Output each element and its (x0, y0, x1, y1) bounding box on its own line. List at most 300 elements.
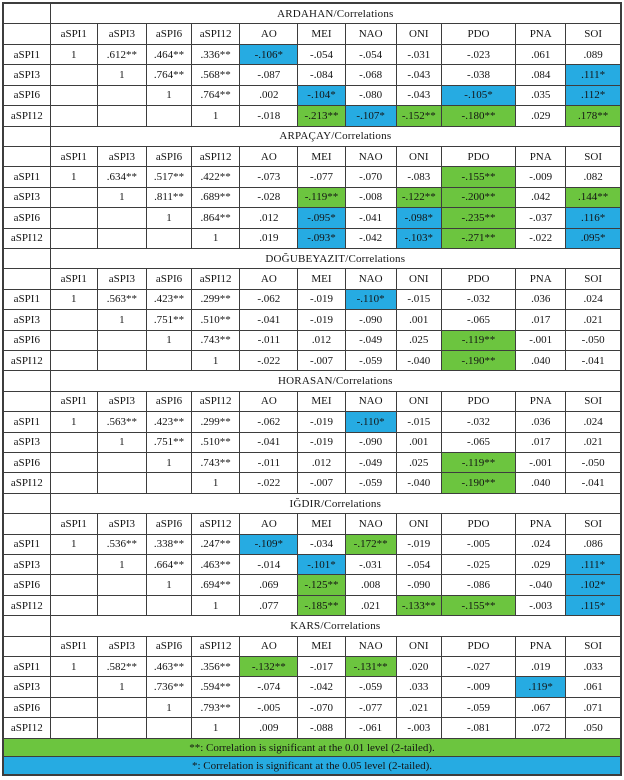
row-label: aSPI1 (3, 289, 50, 309)
value-cell: .422** (192, 167, 240, 187)
value-cell: .021 (566, 310, 621, 330)
column-header-row (3, 146, 621, 166)
value-cell (50, 106, 97, 126)
column-header: ONI (396, 269, 441, 289)
value-cell: -.110* (345, 412, 396, 432)
value-cell: 1 (146, 330, 191, 350)
value-cell: -.155** (441, 595, 515, 615)
value-cell: 1 (97, 432, 146, 452)
value-cell: -.050 (566, 453, 621, 473)
value-cell: -.019 (298, 432, 345, 452)
value-cell: 1 (146, 697, 191, 717)
value-cell: -.087 (240, 65, 298, 85)
value-cell: -.065 (441, 432, 515, 452)
header-corner-cell (3, 146, 50, 166)
value-cell: -.190** (441, 350, 515, 370)
value-cell: -.107* (345, 106, 396, 126)
value-cell: -.003 (396, 718, 441, 739)
column-header: SOI (566, 269, 621, 289)
value-cell: .582** (97, 657, 146, 677)
value-cell: .115* (566, 595, 621, 615)
column-header: ONI (396, 391, 441, 411)
value-cell (97, 330, 146, 350)
row-label: aSPI6 (3, 697, 50, 717)
header-corner-cell (3, 269, 50, 289)
column-header: aSPI3 (97, 24, 146, 44)
value-cell: -.015 (396, 289, 441, 309)
value-cell: .040 (516, 350, 566, 370)
value-cell (50, 350, 97, 370)
column-header: AO (240, 24, 298, 44)
value-cell (97, 106, 146, 126)
column-header: AO (240, 514, 298, 534)
section-title-row (3, 126, 621, 146)
value-cell: -.073 (240, 167, 298, 187)
value-cell: .021 (566, 432, 621, 452)
value-cell: -.031 (396, 44, 441, 64)
value-cell: .029 (516, 555, 566, 575)
value-cell: -.065 (441, 310, 515, 330)
value-cell: 1 (146, 575, 191, 595)
value-cell: .102* (566, 575, 621, 595)
row-label: aSPI6 (3, 575, 50, 595)
row-label: aSPI1 (3, 44, 50, 64)
value-cell (50, 65, 97, 85)
value-cell: .664** (146, 555, 191, 575)
column-header: PNA (516, 391, 566, 411)
column-header: PNA (516, 636, 566, 656)
value-cell: .008 (345, 575, 396, 595)
table-row (3, 677, 621, 697)
value-cell: -.131** (345, 657, 396, 677)
column-header: ONI (396, 636, 441, 656)
value-cell (50, 310, 97, 330)
value-cell: -.059 (345, 350, 396, 370)
value-cell: -.152** (396, 106, 441, 126)
value-cell: .001 (396, 432, 441, 452)
value-cell: -.093* (298, 228, 345, 248)
value-cell: .694** (192, 575, 240, 595)
value-cell: -.235** (441, 208, 515, 228)
column-header: NAO (345, 24, 396, 44)
value-cell: -.098* (396, 208, 441, 228)
legend-sig-01-text: **: Correlation is significant at the 0.01 level (2-tailed). (3, 739, 621, 757)
column-header: PDO (441, 391, 515, 411)
value-cell: -.101* (298, 555, 345, 575)
value-cell: -.049 (345, 330, 396, 350)
value-cell (97, 473, 146, 493)
value-cell: -.003 (516, 595, 566, 615)
value-cell: .594** (192, 677, 240, 697)
column-header: AO (240, 636, 298, 656)
value-cell: -.019 (396, 534, 441, 554)
column-header: aSPI12 (192, 146, 240, 166)
value-cell: -.090 (396, 575, 441, 595)
row-label: aSPI1 (3, 167, 50, 187)
value-cell: .021 (396, 697, 441, 717)
value-cell: .033 (396, 677, 441, 697)
value-cell: -.043 (396, 65, 441, 85)
value-cell: -.023 (441, 44, 515, 64)
value-cell: -.122** (396, 187, 441, 207)
value-cell (146, 228, 191, 248)
legend-row-sig-05 (3, 757, 621, 776)
section-title: IĞDIR/Correlations (50, 493, 621, 513)
value-cell: 1 (50, 167, 97, 187)
value-cell: -.180** (441, 106, 515, 126)
column-header: NAO (345, 636, 396, 656)
value-cell: -.041 (566, 473, 621, 493)
value-cell: .112* (566, 85, 621, 105)
value-cell: .811** (146, 187, 191, 207)
value-cell: -.119** (298, 187, 345, 207)
row-label: aSPI6 (3, 208, 50, 228)
table-row (3, 473, 621, 493)
column-header: aSPI12 (192, 269, 240, 289)
value-cell: 1 (192, 350, 240, 370)
column-header: PNA (516, 514, 566, 534)
row-label: aSPI12 (3, 718, 50, 739)
value-cell: 1 (50, 289, 97, 309)
value-cell: -.200** (441, 187, 515, 207)
value-cell (146, 350, 191, 370)
table-row (3, 432, 621, 452)
value-cell: .017 (516, 310, 566, 330)
table-row (3, 208, 621, 228)
table-body (3, 3, 621, 739)
value-cell: .793** (192, 697, 240, 717)
value-cell: .067 (516, 697, 566, 717)
value-cell: .012 (298, 453, 345, 473)
header-corner-cell (3, 636, 50, 656)
value-cell (97, 350, 146, 370)
section-corner-cell (3, 616, 50, 636)
value-cell: -.081 (441, 718, 515, 739)
value-cell: .111* (566, 555, 621, 575)
value-cell: .084 (516, 65, 566, 85)
value-cell: -.028 (240, 187, 298, 207)
value-cell: .536** (97, 534, 146, 554)
column-header: PNA (516, 269, 566, 289)
value-cell (97, 208, 146, 228)
value-cell (146, 106, 191, 126)
value-cell (50, 453, 97, 473)
column-header: aSPI1 (50, 24, 97, 44)
table-row (3, 595, 621, 615)
value-cell: -.083 (396, 167, 441, 187)
section-corner-cell (3, 3, 50, 24)
value-cell: .033 (566, 657, 621, 677)
section-title: KARS/Correlations (50, 616, 621, 636)
legend-sig-05-text: *: Correlation is significant at the 0.05 level (2-tailed). (3, 757, 621, 776)
column-header: aSPI3 (97, 269, 146, 289)
value-cell: .247** (192, 534, 240, 554)
header-corner-cell (3, 24, 50, 44)
value-cell: -.084 (298, 65, 345, 85)
value-cell: -.086 (441, 575, 515, 595)
value-cell: .299** (192, 289, 240, 309)
value-cell: .568** (192, 65, 240, 85)
value-cell: -.037 (516, 208, 566, 228)
value-cell: .111* (566, 65, 621, 85)
value-cell: -.032 (441, 289, 515, 309)
value-cell: -.040 (396, 473, 441, 493)
value-cell: -.038 (441, 65, 515, 85)
value-cell (50, 473, 97, 493)
value-cell: .356** (192, 657, 240, 677)
value-cell: 1 (146, 85, 191, 105)
column-header: aSPI1 (50, 636, 97, 656)
section-title-row (3, 248, 621, 268)
row-label: aSPI6 (3, 453, 50, 473)
value-cell: -.172** (345, 534, 396, 554)
value-cell: .178** (566, 106, 621, 126)
value-cell: -.001 (516, 453, 566, 473)
column-header: aSPI3 (97, 514, 146, 534)
column-header: PDO (441, 146, 515, 166)
row-label: aSPI3 (3, 65, 50, 85)
value-cell: .743** (192, 330, 240, 350)
column-header: MEI (298, 269, 345, 289)
table-row (3, 85, 621, 105)
row-label: aSPI3 (3, 310, 50, 330)
row-label: aSPI6 (3, 330, 50, 350)
value-cell: .077 (240, 595, 298, 615)
table-row (3, 718, 621, 739)
value-cell: -.090 (345, 432, 396, 452)
value-cell: -.011 (240, 330, 298, 350)
value-cell: -.022 (240, 473, 298, 493)
value-cell: -.011 (240, 453, 298, 473)
column-header: aSPI3 (97, 391, 146, 411)
value-cell: 1 (50, 657, 97, 677)
value-cell: .061 (566, 677, 621, 697)
column-header: SOI (566, 636, 621, 656)
column-header: aSPI6 (146, 269, 191, 289)
table-row (3, 228, 621, 248)
value-cell (50, 85, 97, 105)
column-header: AO (240, 269, 298, 289)
table-row (3, 534, 621, 554)
value-cell: .019 (240, 228, 298, 248)
value-cell: .024 (566, 412, 621, 432)
value-cell: .089 (566, 44, 621, 64)
value-cell: -.074 (240, 677, 298, 697)
value-cell (97, 718, 146, 739)
value-cell: -.132** (240, 657, 298, 677)
value-cell: .050 (566, 718, 621, 739)
value-cell: .423** (146, 412, 191, 432)
value-cell: -.049 (345, 453, 396, 473)
value-cell: -.125** (298, 575, 345, 595)
value-cell: -.022 (516, 228, 566, 248)
column-header-row (3, 636, 621, 656)
row-label: aSPI1 (3, 412, 50, 432)
value-cell (50, 330, 97, 350)
section-title-row (3, 371, 621, 391)
value-cell: 1 (50, 412, 97, 432)
column-header: ONI (396, 146, 441, 166)
section-corner-cell (3, 126, 50, 146)
column-header: aSPI1 (50, 146, 97, 166)
value-cell: -.015 (396, 412, 441, 432)
value-cell: .751** (146, 310, 191, 330)
value-cell (50, 555, 97, 575)
value-cell: .563** (97, 412, 146, 432)
value-cell: .072 (516, 718, 566, 739)
row-label: aSPI12 (3, 228, 50, 248)
value-cell: -.054 (298, 44, 345, 64)
table-row (3, 697, 621, 717)
value-cell: .019 (516, 657, 566, 677)
value-cell: -.054 (396, 555, 441, 575)
column-header: SOI (566, 24, 621, 44)
value-cell: -.104* (298, 85, 345, 105)
value-cell: .751** (146, 432, 191, 452)
value-cell: -.043 (396, 85, 441, 105)
column-header: NAO (345, 514, 396, 534)
value-cell: -.105* (441, 85, 515, 105)
header-corner-cell (3, 391, 50, 411)
value-cell: .017 (516, 432, 566, 452)
value-cell: -.041 (240, 310, 298, 330)
column-header: aSPI12 (192, 636, 240, 656)
value-cell: .736** (146, 677, 191, 697)
column-header: SOI (566, 391, 621, 411)
value-cell: 1 (97, 187, 146, 207)
value-cell (50, 432, 97, 452)
column-header: MEI (298, 514, 345, 534)
value-cell: -.077 (298, 167, 345, 187)
column-header: AO (240, 391, 298, 411)
value-cell: -.019 (298, 412, 345, 432)
value-cell: -.041 (240, 432, 298, 452)
value-cell: .764** (192, 85, 240, 105)
value-cell (50, 187, 97, 207)
value-cell: .144** (566, 187, 621, 207)
column-header: AO (240, 146, 298, 166)
value-cell: .095* (566, 228, 621, 248)
column-header: NAO (345, 146, 396, 166)
column-header: PDO (441, 24, 515, 44)
value-cell: .061 (516, 44, 566, 64)
table-row (3, 106, 621, 126)
value-cell (50, 575, 97, 595)
value-cell: -.095* (298, 208, 345, 228)
value-cell: -.017 (298, 657, 345, 677)
value-cell: 1 (50, 44, 97, 64)
value-cell: .517** (146, 167, 191, 187)
value-cell: -.007 (298, 473, 345, 493)
table-row (3, 350, 621, 370)
table-legend (3, 739, 621, 776)
row-label: aSPI12 (3, 350, 50, 370)
value-cell: -.014 (240, 555, 298, 575)
column-header: aSPI12 (192, 24, 240, 44)
value-cell: -.009 (516, 167, 566, 187)
value-cell: -.077 (345, 697, 396, 717)
value-cell: .036 (516, 412, 566, 432)
table-row (3, 657, 621, 677)
value-cell: -.001 (516, 330, 566, 350)
table-row (3, 575, 621, 595)
table-row (3, 187, 621, 207)
section-corner-cell (3, 371, 50, 391)
value-cell: .029 (516, 106, 566, 126)
value-cell: -.041 (345, 208, 396, 228)
row-label: aSPI6 (3, 85, 50, 105)
value-cell: .025 (396, 330, 441, 350)
value-cell: -.106* (240, 44, 298, 64)
value-cell (146, 718, 191, 739)
value-cell: .009 (240, 718, 298, 739)
value-cell: -.007 (298, 350, 345, 370)
table-row (3, 44, 621, 64)
column-header: MEI (298, 391, 345, 411)
value-cell: -.005 (441, 534, 515, 554)
legend-row-sig-01 (3, 739, 621, 757)
value-cell: -.032 (441, 412, 515, 432)
value-cell (50, 208, 97, 228)
value-cell: -.088 (298, 718, 345, 739)
correlations-table (2, 2, 622, 776)
column-header: aSPI6 (146, 636, 191, 656)
column-header: PNA (516, 146, 566, 166)
value-cell (146, 473, 191, 493)
value-cell: -.050 (566, 330, 621, 350)
value-cell: -.018 (240, 106, 298, 126)
value-cell: .020 (396, 657, 441, 677)
value-cell: 1 (146, 208, 191, 228)
value-cell (50, 697, 97, 717)
value-cell (97, 697, 146, 717)
value-cell: -.009 (441, 677, 515, 697)
column-header: MEI (298, 24, 345, 44)
value-cell: .612** (97, 44, 146, 64)
value-cell: -.042 (345, 228, 396, 248)
value-cell (50, 677, 97, 697)
value-cell: .463** (192, 555, 240, 575)
column-header: aSPI1 (50, 514, 97, 534)
value-cell: -.062 (240, 289, 298, 309)
value-cell: .563** (97, 289, 146, 309)
value-cell: -.019 (298, 289, 345, 309)
row-label: aSPI3 (3, 187, 50, 207)
column-header: SOI (566, 514, 621, 534)
value-cell: 1 (146, 453, 191, 473)
row-label: aSPI12 (3, 473, 50, 493)
value-cell: -.061 (345, 718, 396, 739)
column-header: aSPI6 (146, 24, 191, 44)
value-cell (97, 453, 146, 473)
value-cell (97, 228, 146, 248)
value-cell: -.090 (345, 310, 396, 330)
column-header: PDO (441, 514, 515, 534)
section-title: DOĞUBEYAZIT/Correlations (50, 248, 621, 268)
value-cell: .116* (566, 208, 621, 228)
value-cell (97, 85, 146, 105)
value-cell: .510** (192, 310, 240, 330)
row-label: aSPI12 (3, 106, 50, 126)
value-cell: -.027 (441, 657, 515, 677)
value-cell: 1 (192, 106, 240, 126)
row-label: aSPI3 (3, 555, 50, 575)
value-cell: -.059 (345, 677, 396, 697)
value-cell: .012 (240, 208, 298, 228)
value-cell: 1 (192, 718, 240, 739)
value-cell: -.008 (345, 187, 396, 207)
value-cell: .035 (516, 85, 566, 105)
